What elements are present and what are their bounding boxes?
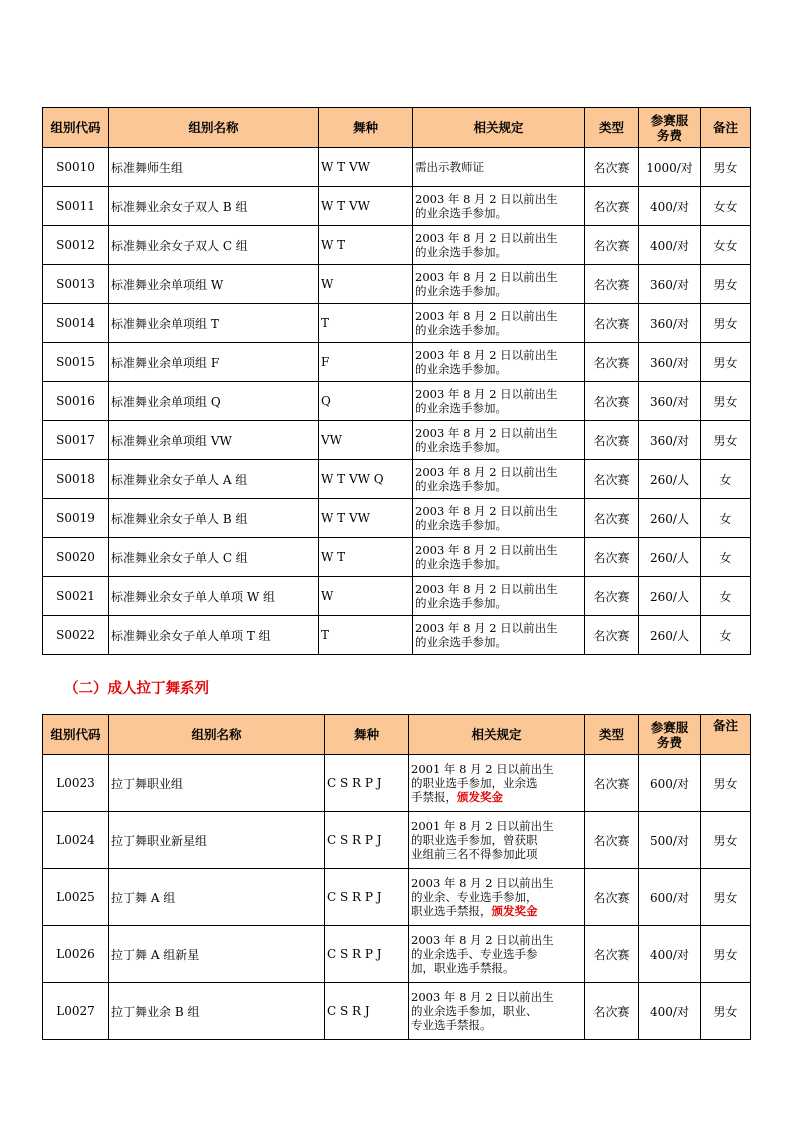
standard-dance-table xyxy=(42,107,751,655)
rules-cell xyxy=(413,421,585,460)
gender-note: 男女 xyxy=(701,926,751,983)
group-code: S0021 xyxy=(43,577,109,616)
rules-line: 的业余选手参加。 xyxy=(415,596,507,610)
dance-types: C S R P J xyxy=(325,755,409,812)
entry-fee: 400/对 xyxy=(639,187,701,226)
table-row xyxy=(43,304,751,343)
competition-type: 名次赛 xyxy=(585,983,639,1040)
dance-types: W xyxy=(319,577,413,616)
gender-note: 男女 xyxy=(701,148,751,187)
rules-cell xyxy=(409,869,585,926)
group-code: S0014 xyxy=(43,304,109,343)
rules-cell xyxy=(413,499,585,538)
rules-line: 的职业选手参加，业余选 xyxy=(411,776,538,790)
group-code: L0024 xyxy=(43,812,109,869)
rules-line: 的业余选手参加。 xyxy=(415,518,507,532)
rules-line: 的业余选手参加。 xyxy=(415,323,507,337)
rules-line: 2003 年 8 月 2 日以前出生 xyxy=(415,543,558,557)
rules-line: 的业余、专业选手参加， xyxy=(411,890,538,904)
header-dance: 舞种 xyxy=(319,108,413,148)
group-name: 拉丁舞 A 组 xyxy=(109,869,325,926)
header-name: 组别名称 xyxy=(109,715,325,755)
competition-type: 名次赛 xyxy=(585,616,639,655)
dance-types: W T VW xyxy=(319,148,413,187)
gender-note: 男女 xyxy=(701,343,751,382)
table-row xyxy=(43,187,751,226)
group-code: S0019 xyxy=(43,499,109,538)
gender-note: 女女 xyxy=(701,226,751,265)
competition-type: 名次赛 xyxy=(585,343,639,382)
gender-note: 女 xyxy=(701,577,751,616)
entry-fee: 260/人 xyxy=(639,577,701,616)
entry-fee: 500/对 xyxy=(639,812,701,869)
group-name: 标准舞业余女子单人 B 组 xyxy=(109,499,319,538)
group-name: 标准舞业余单项组 T xyxy=(109,304,319,343)
competition-type: 名次赛 xyxy=(585,187,639,226)
table-row xyxy=(43,343,751,382)
header-code: 组别代码 xyxy=(43,715,109,755)
dance-types: C S R P J xyxy=(325,869,409,926)
gender-note: 女 xyxy=(701,460,751,499)
rules-line: 2003 年 8 月 2 日以前出生 xyxy=(411,933,554,947)
dance-types: F xyxy=(319,343,413,382)
header-type: 类型 xyxy=(585,108,639,148)
group-code: S0022 xyxy=(43,616,109,655)
rules-line: 2003 年 8 月 2 日以前出生 xyxy=(415,348,558,362)
group-name: 拉丁舞职业新星组 xyxy=(109,812,325,869)
entry-fee: 360/对 xyxy=(639,304,701,343)
group-code: S0012 xyxy=(43,226,109,265)
table-row xyxy=(43,382,751,421)
rules-line: 的业余选手参加。 xyxy=(415,245,507,259)
table-header-row xyxy=(43,108,751,148)
table-row xyxy=(43,148,751,187)
header-dance: 舞种 xyxy=(325,715,409,755)
header-fee-line1: 参赛服 xyxy=(650,719,689,735)
rules-line: 2003 年 8 月 2 日以前出生 xyxy=(415,582,558,596)
header-rules: 相关规定 xyxy=(409,715,585,755)
group-code: L0023 xyxy=(43,755,109,812)
rules-line: 2001 年 8 月 2 日以前出生 xyxy=(411,762,554,776)
rules-line: 专业选手禁报。 xyxy=(411,1018,492,1032)
rules-line: 2003 年 8 月 2 日以前出生 xyxy=(415,387,558,401)
entry-fee: 360/对 xyxy=(639,421,701,460)
rules-line: 2003 年 8 月 2 日以前出生 xyxy=(415,192,558,206)
group-name: 标准舞业余女子单人单项 T 组 xyxy=(109,616,319,655)
header-note: 备注 xyxy=(701,715,751,755)
entry-fee: 400/对 xyxy=(639,983,701,1040)
group-code: S0010 xyxy=(43,148,109,187)
entry-fee: 1000/对 xyxy=(639,148,701,187)
gender-note: 女女 xyxy=(701,187,751,226)
rules-line: 业组前三名不得参加此项 xyxy=(411,847,538,861)
gender-note: 男女 xyxy=(701,304,751,343)
group-code: S0017 xyxy=(43,421,109,460)
competition-type: 名次赛 xyxy=(585,226,639,265)
rules-cell xyxy=(413,187,585,226)
rules-line: 的业余选手参加。 xyxy=(415,401,507,415)
dance-types: C S R J xyxy=(325,983,409,1040)
rules-line: 的业余选手参加。 xyxy=(415,440,507,454)
group-name: 标准舞业余女子双人 B 组 xyxy=(109,187,319,226)
table-row xyxy=(43,755,751,812)
dance-types: C S R P J xyxy=(325,926,409,983)
competition-type: 名次赛 xyxy=(585,812,639,869)
competition-type: 名次赛 xyxy=(585,538,639,577)
dance-types: W xyxy=(319,265,413,304)
table-row xyxy=(43,983,751,1040)
dance-types: W T xyxy=(319,226,413,265)
gender-note: 女 xyxy=(701,616,751,655)
competition-type: 名次赛 xyxy=(585,460,639,499)
rules-line: 2001 年 8 月 2 日以前出生 xyxy=(411,819,554,833)
table-row xyxy=(43,460,751,499)
group-name: 拉丁舞 A 组新星 xyxy=(109,926,325,983)
rules-cell xyxy=(413,304,585,343)
header-name: 组别名称 xyxy=(109,108,319,148)
entry-fee: 260/人 xyxy=(639,538,701,577)
rules-cell xyxy=(409,983,585,1040)
group-code: S0016 xyxy=(43,382,109,421)
group-name: 标准舞业余单项组 Q xyxy=(109,382,319,421)
dance-types: W T VW xyxy=(319,187,413,226)
table-row xyxy=(43,812,751,869)
table-row xyxy=(43,577,751,616)
rules-line: 需出示教师证 xyxy=(415,160,484,174)
rules-cell xyxy=(413,538,585,577)
group-name: 标准舞师生组 xyxy=(109,148,319,187)
group-name: 拉丁舞职业组 xyxy=(109,755,325,812)
rules-line: 2003 年 8 月 2 日以前出生 xyxy=(415,270,558,284)
group-name: 标准舞业余女子双人 C 组 xyxy=(109,226,319,265)
rules-line: 2003 年 8 月 2 日以前出生 xyxy=(415,465,558,479)
dance-types: W T VW Q xyxy=(319,460,413,499)
dance-types: Q xyxy=(319,382,413,421)
table-row xyxy=(43,869,751,926)
header-fee-line1: 参赛服 xyxy=(650,112,689,128)
rules-line: 的业余选手参加。 xyxy=(415,479,507,493)
rules-cell xyxy=(413,382,585,421)
gender-note: 男女 xyxy=(701,382,751,421)
group-code: S0018 xyxy=(43,460,109,499)
competition-type: 名次赛 xyxy=(585,148,639,187)
table-header-row xyxy=(43,715,751,755)
group-name: 标准舞业余女子单人单项 W 组 xyxy=(109,577,319,616)
gender-note: 男女 xyxy=(701,983,751,1040)
group-name: 拉丁舞业余 B 组 xyxy=(109,983,325,1040)
award-highlight: 颁发奖金 xyxy=(457,790,503,804)
entry-fee: 260/人 xyxy=(639,616,701,655)
group-code: S0011 xyxy=(43,187,109,226)
competition-type: 名次赛 xyxy=(585,577,639,616)
gender-note: 女 xyxy=(701,499,751,538)
group-name: 标准舞业余单项组 F xyxy=(109,343,319,382)
dance-types: W T xyxy=(319,538,413,577)
dance-types: C S R P J xyxy=(325,812,409,869)
rules-cell xyxy=(413,265,585,304)
gender-note: 男女 xyxy=(701,421,751,460)
rules-line: 职业选手禁报， xyxy=(411,904,492,918)
competition-type: 名次赛 xyxy=(585,382,639,421)
gender-note: 男女 xyxy=(701,812,751,869)
entry-fee: 360/对 xyxy=(639,343,701,382)
entry-fee: 400/对 xyxy=(639,226,701,265)
rules-line: 的职业选手参加，曾获职 xyxy=(411,833,538,847)
entry-fee: 360/对 xyxy=(639,265,701,304)
rules-line: 的业余选手参加，职业、 xyxy=(411,1004,538,1018)
rules-line: 2003 年 8 月 2 日以前出生 xyxy=(411,990,554,1004)
header-fee xyxy=(639,108,701,148)
group-code: S0013 xyxy=(43,265,109,304)
rules-cell xyxy=(413,577,585,616)
rules-cell xyxy=(413,148,585,187)
table-row xyxy=(43,926,751,983)
header-fee xyxy=(639,715,701,755)
gender-note: 男女 xyxy=(701,265,751,304)
competition-type: 名次赛 xyxy=(585,499,639,538)
rules-line: 加，职业选手禁报。 xyxy=(411,961,515,975)
rules-cell xyxy=(413,616,585,655)
rules-cell xyxy=(409,755,585,812)
rules-cell xyxy=(409,812,585,869)
entry-fee: 360/对 xyxy=(639,382,701,421)
group-code: S0015 xyxy=(43,343,109,382)
group-code: L0025 xyxy=(43,869,109,926)
group-name: 标准舞业余单项组 W xyxy=(109,265,319,304)
gender-note: 男女 xyxy=(701,755,751,812)
rules-line: 的业余选手参加。 xyxy=(415,206,507,220)
dance-types: W T VW xyxy=(319,499,413,538)
header-code: 组别代码 xyxy=(43,108,109,148)
competition-type: 名次赛 xyxy=(585,926,639,983)
rules-line: 的业余选手参加。 xyxy=(415,557,507,571)
dance-types: T xyxy=(319,616,413,655)
table-row xyxy=(43,616,751,655)
header-rules: 相关规定 xyxy=(413,108,585,148)
competition-type: 名次赛 xyxy=(585,304,639,343)
group-code: S0020 xyxy=(43,538,109,577)
rules-line: 2003 年 8 月 2 日以前出生 xyxy=(411,876,554,890)
entry-fee: 260/人 xyxy=(639,460,701,499)
competition-type: 名次赛 xyxy=(585,265,639,304)
group-name: 标准舞业余单项组 VW xyxy=(109,421,319,460)
table-row xyxy=(43,499,751,538)
entry-fee: 600/对 xyxy=(639,869,701,926)
rules-line: 2003 年 8 月 2 日以前出生 xyxy=(415,426,558,440)
rules-line: 的业余选手参加。 xyxy=(415,635,507,649)
header-note: 备注 xyxy=(701,108,751,148)
rules-line: 的业余选手、专业选手参 xyxy=(411,947,538,961)
group-name: 标准舞业余女子单人 A 组 xyxy=(109,460,319,499)
competition-type: 名次赛 xyxy=(585,421,639,460)
gender-note: 女 xyxy=(701,538,751,577)
competition-type: 名次赛 xyxy=(585,869,639,926)
table-row xyxy=(43,265,751,304)
rules-cell xyxy=(413,343,585,382)
entry-fee: 400/对 xyxy=(639,926,701,983)
entry-fee: 600/对 xyxy=(639,755,701,812)
rules-line: 手禁报， xyxy=(411,790,457,804)
dance-types: VW xyxy=(319,421,413,460)
group-code: L0027 xyxy=(43,983,109,1040)
table-row xyxy=(43,538,751,577)
header-type: 类型 xyxy=(585,715,639,755)
group-name: 标准舞业余女子单人 C 组 xyxy=(109,538,319,577)
table-row xyxy=(43,226,751,265)
rules-cell xyxy=(413,226,585,265)
rules-line: 2003 年 8 月 2 日以前出生 xyxy=(415,504,558,518)
latin-dance-table xyxy=(42,714,751,1040)
header-fee-line2: 务费 xyxy=(656,127,682,143)
section-title-adult-latin: （二）成人拉丁舞系列 xyxy=(64,681,209,697)
header-fee-line2: 务费 xyxy=(656,734,682,750)
rules-line: 的业余选手参加。 xyxy=(415,362,507,376)
rules-cell xyxy=(413,460,585,499)
rules-line: 的业余选手参加。 xyxy=(415,284,507,298)
rules-line: 2003 年 8 月 2 日以前出生 xyxy=(415,231,558,245)
rules-line: 2003 年 8 月 2 日以前出生 xyxy=(415,309,558,323)
entry-fee: 260/人 xyxy=(639,499,701,538)
rules-line: 2003 年 8 月 2 日以前出生 xyxy=(415,621,558,635)
competition-type: 名次赛 xyxy=(585,755,639,812)
group-code: L0026 xyxy=(43,926,109,983)
award-highlight: 颁发奖金 xyxy=(491,904,538,918)
rules-cell xyxy=(409,926,585,983)
table-row xyxy=(43,421,751,460)
gender-note: 男女 xyxy=(701,869,751,926)
dance-types: T xyxy=(319,304,413,343)
